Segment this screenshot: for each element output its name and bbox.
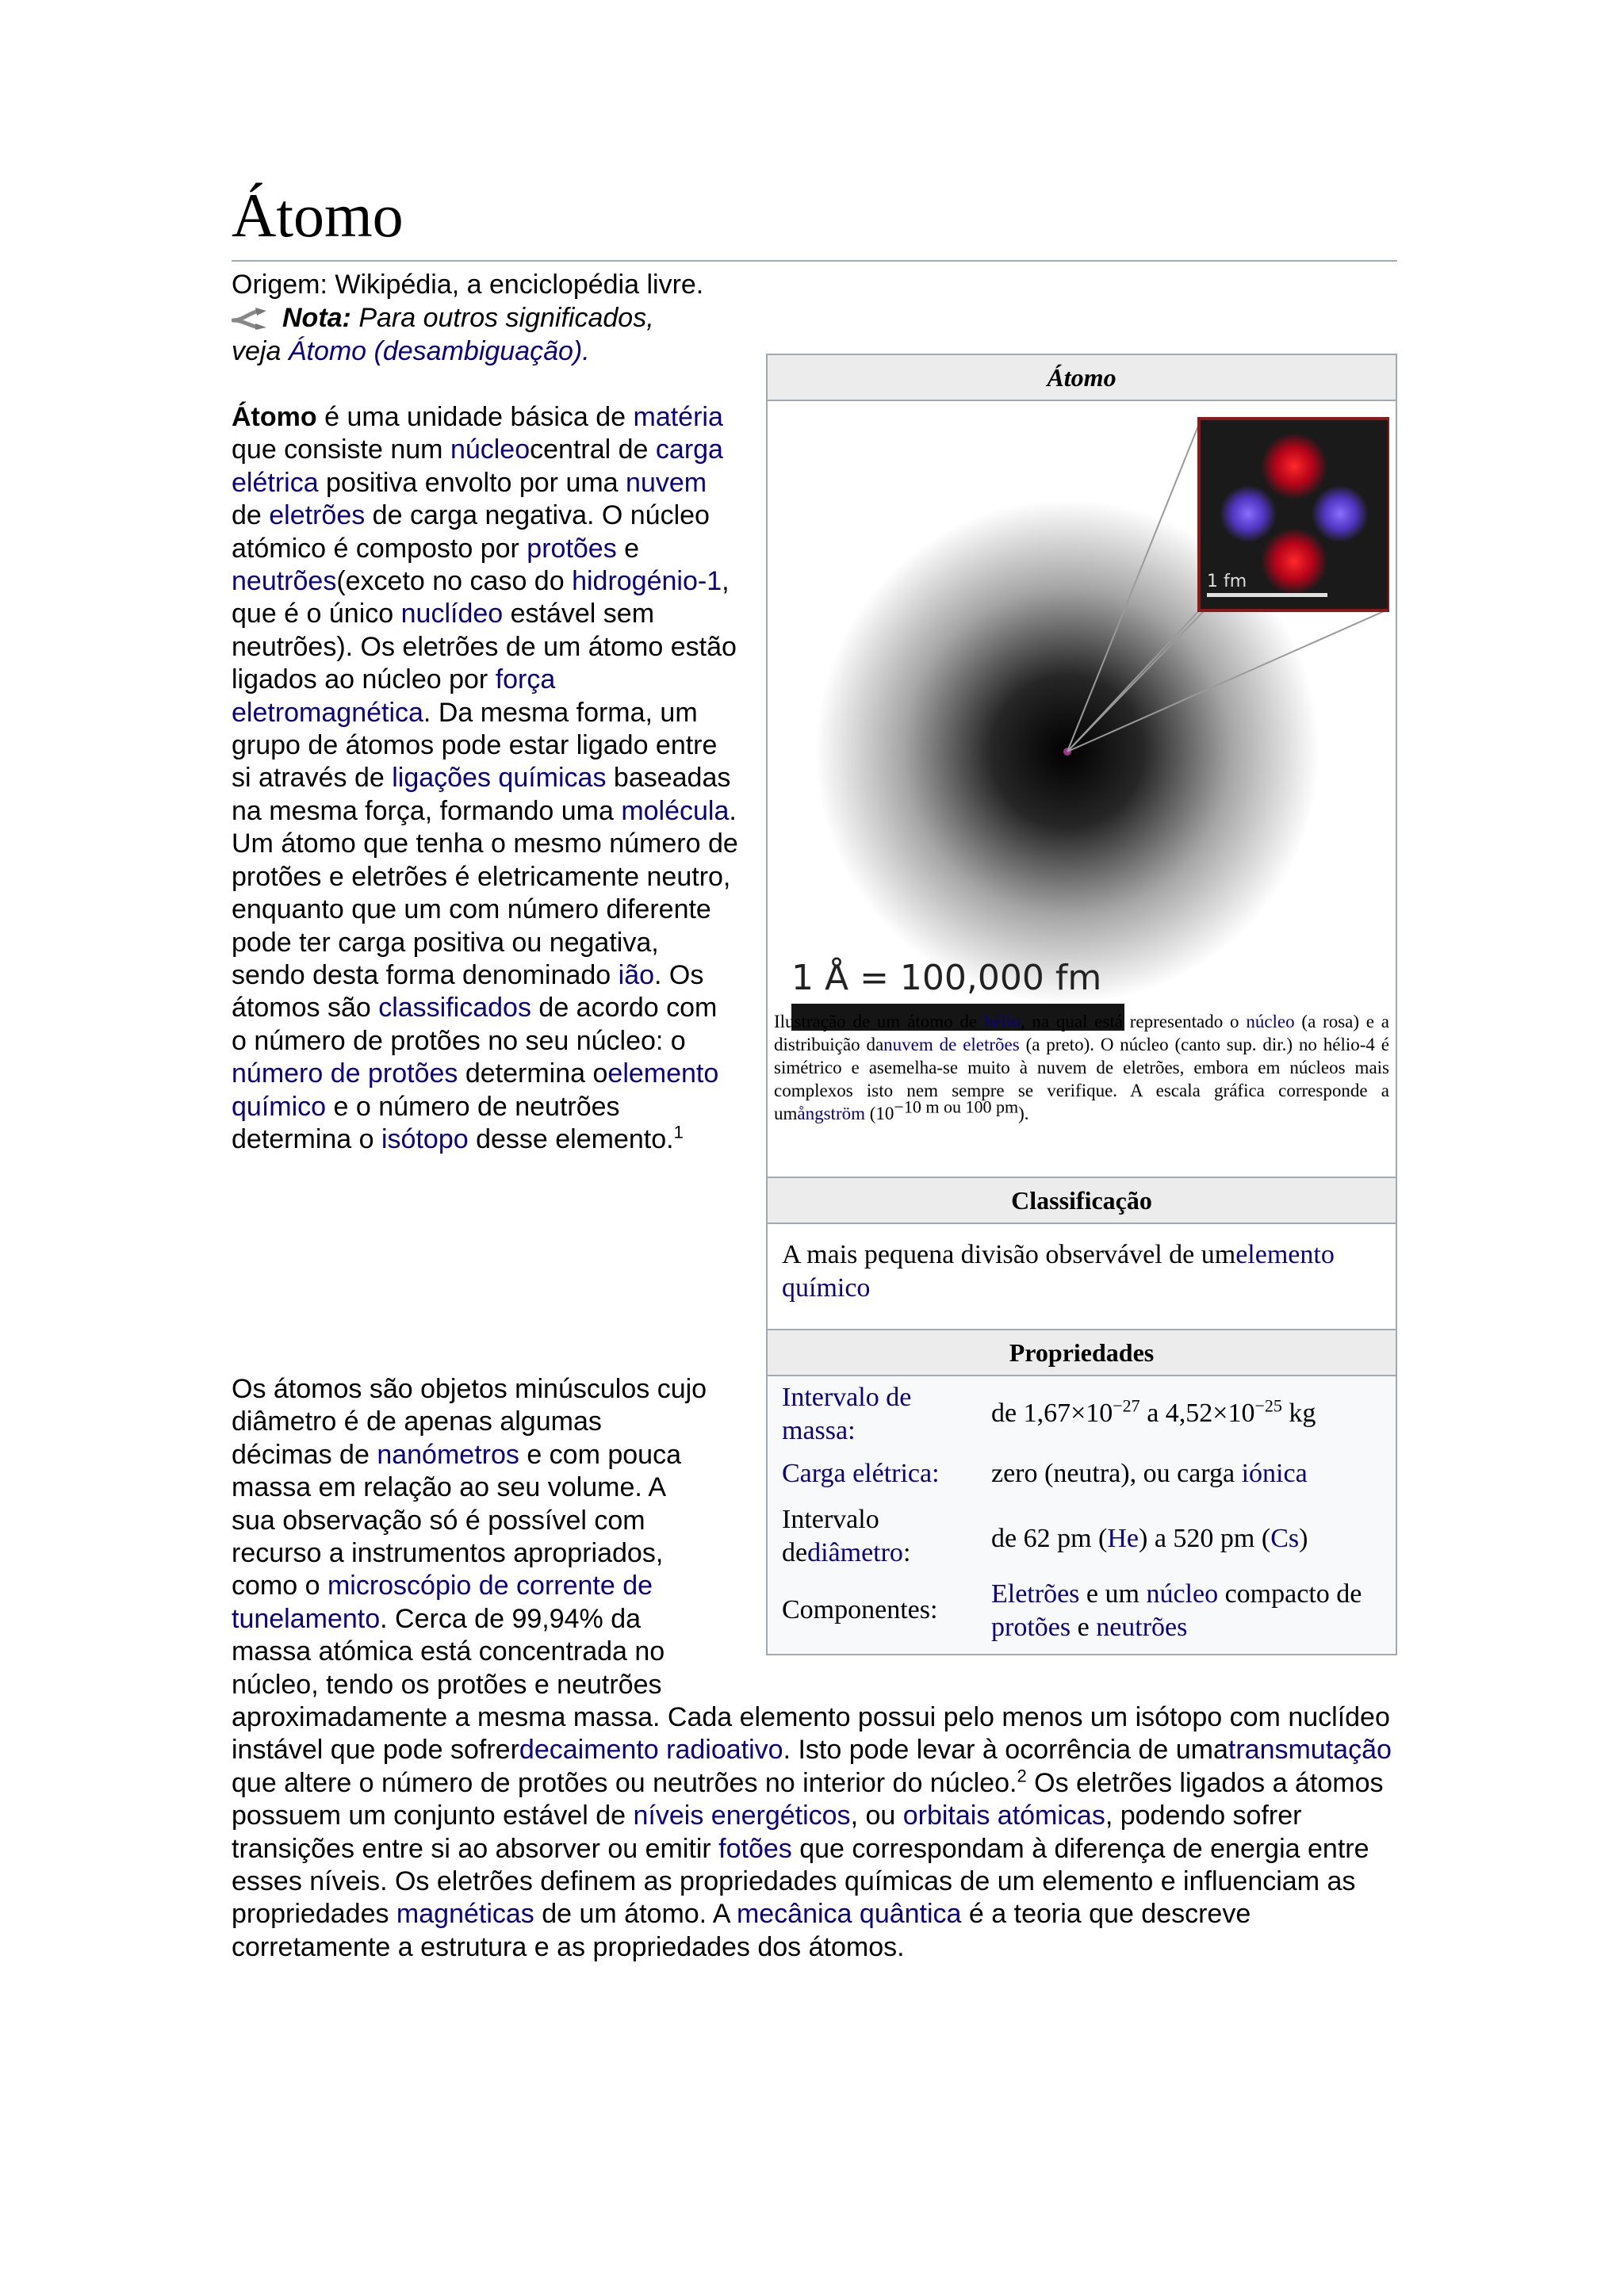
text-run: é a teoria que descreve corretamente a estrutura e as propriedades dos átomos.	[232, 1899, 1251, 1962]
wiki-link[interactable]: orbitais atómicas	[902, 1800, 1105, 1831]
wiki-link[interactable]: nanómetros	[377, 1439, 519, 1470]
wiki-link[interactable]: neutrões	[1096, 1613, 1188, 1642]
wiki-link[interactable]: núcleo	[450, 434, 530, 465]
text-run: (a preto). O núcleo (canto sup. dir.) no hélio-4 é simétrico e asemelha-se muito à nuvem de eletrões, embora em núcleos mais complexos isto nem sempre se verifique. A escala gráfica corresponde a um	[774, 1035, 1390, 1123]
text-run: de	[232, 500, 270, 531]
superscript: −27	[1113, 1395, 1140, 1416]
lead-paragraph	[232, 401, 739, 1156]
wiki-link[interactable]: magnéticas	[396, 1899, 534, 1930]
text-run: de acordo com o número de protões no seu núcleo: o	[232, 993, 718, 1056]
text-run: que consiste num	[232, 434, 450, 465]
text-run: , na qual está representado o	[1020, 1012, 1247, 1031]
infobox-title: Átomo	[768, 355, 1396, 401]
superscript: −10 m ou 100 pm	[894, 1096, 1019, 1117]
properties-header: Propriedades	[768, 1329, 1396, 1376]
text-run: (a rosa) e a distribuição da	[774, 1012, 1390, 1054]
text-run: central de	[530, 434, 656, 465]
text-run: (exceto no caso do	[336, 566, 573, 597]
property-label	[782, 1594, 980, 1627]
text-run: ).	[1018, 1104, 1029, 1123]
wiki-link[interactable]: Intervalo de massa:	[782, 1383, 912, 1445]
wiki-link[interactable]: níveis energéticos	[633, 1800, 851, 1831]
wiki-link[interactable]: iónica	[1241, 1459, 1308, 1488]
superscript: 2	[1017, 1766, 1027, 1786]
bold-term: Átomo	[232, 402, 317, 432]
text-run: de 62 pm (	[991, 1524, 1108, 1553]
text-run: e um	[1079, 1579, 1147, 1609]
property-label	[782, 1457, 980, 1490]
text-run: , podendo sofrer transições entre si ao absorver ou emitir	[232, 1800, 1302, 1864]
scale-label: 1 Å = 100,000 fm	[791, 958, 1102, 998]
wiki-link[interactable]: isótopo	[381, 1123, 469, 1154]
wiki-link[interactable]: hélio	[983, 1012, 1021, 1031]
infobox	[766, 354, 1397, 1655]
disambiguation-icon	[232, 304, 274, 328]
wiki-link[interactable]: nuvem	[626, 467, 707, 498]
text-run: Ilustração de um átomo de	[774, 1012, 984, 1031]
text-run: Componentes:	[782, 1595, 938, 1624]
text-run: Os eletrões ligados a átomos possuem um conjunto estável de	[232, 1767, 1384, 1831]
wiki-link[interactable]: ligações químicas	[392, 763, 607, 794]
text-run: , que é o único	[232, 566, 730, 629]
text-run: . Isto pode levar à ocorrência de uma	[783, 1735, 1228, 1766]
wiki-link[interactable]: nuvem de eletrões	[883, 1035, 1020, 1054]
text-run: ) a 520 pm (	[1139, 1524, 1271, 1553]
wiki-link[interactable]: protões	[527, 533, 617, 564]
wiki-link[interactable]: número de protões	[232, 1058, 458, 1089]
title-divider	[232, 260, 1397, 262]
wiki-link[interactable]: classificados	[378, 993, 531, 1024]
text-run: . Da mesma forma, um grupo de átomos pode estar ligado entre si através de	[232, 697, 718, 794]
wiki-link[interactable]: carga elétrica	[232, 434, 723, 498]
nucleus-inset	[1199, 419, 1389, 610]
wiki-link[interactable]: Eletrões	[991, 1579, 1080, 1609]
wiki-link[interactable]: fotões	[718, 1833, 792, 1864]
wiki-link[interactable]: neutrões	[232, 566, 337, 597]
wiki-link[interactable]: ião	[618, 959, 655, 990]
classification-header: Classificação	[768, 1177, 1396, 1224]
wiki-link[interactable]: molécula	[621, 795, 730, 826]
hatnote-veja: veja	[232, 336, 282, 366]
superscript: 1	[673, 1122, 684, 1142]
property-value	[991, 1578, 1388, 1644]
text-run: de 1,67×10	[991, 1399, 1113, 1428]
text-run: Os átomos são objetos minúsculos cujo diâmetro é de apenas algumas décimas de	[232, 1374, 707, 1470]
wiki-link[interactable]: decaimento radioativo	[519, 1735, 783, 1766]
wiki-link[interactable]: força eletromagnética	[232, 664, 556, 728]
wiki-link[interactable]: diâmetro	[807, 1538, 903, 1567]
wiki-link[interactable]: matéria	[633, 402, 723, 432]
origin-line: Origem: Wikipédia, a enciclopédia livre.	[232, 270, 704, 300]
property-value	[991, 1397, 1388, 1430]
text-run: determina o	[458, 1058, 608, 1089]
text-run: positiva envolto por uma	[318, 467, 626, 498]
wiki-link[interactable]: He	[1107, 1524, 1139, 1553]
wiki-link[interactable]: elemento químico	[782, 1240, 1335, 1303]
text-run: e com pouca massa em relação ao seu volume. A sua observação só é possível com recurso a instrumentos apropriados, como o	[232, 1439, 681, 1601]
text-run: a 4,52×10	[1139, 1399, 1255, 1428]
wiki-link[interactable]: elemento químico	[232, 1058, 719, 1122]
superscript: −25	[1254, 1395, 1282, 1416]
hatnote-label: Nota:	[282, 303, 351, 333]
text-run: zero (neutra), ou carga	[991, 1459, 1242, 1488]
page-title: Átomo	[232, 181, 404, 250]
property-value	[991, 1522, 1388, 1556]
text-run: é uma unidade básica de	[316, 402, 634, 432]
wiki-link[interactable]: núcleo	[1146, 1579, 1219, 1609]
text-run: estável sem neutrões). Os eletrões de um átomo estão ligados ao núcleo por	[232, 599, 737, 695]
property-label	[782, 1381, 980, 1448]
text-run: . Cerca de 99,94% da massa atómica está concentrada no núcleo, tendo os protões e neutrões	[232, 1603, 665, 1700]
wiki-link[interactable]: eletrões	[269, 500, 366, 531]
text-run: :	[902, 1538, 911, 1567]
text-run: . Um átomo que tenha o mesmo número de protões e eletrões é eletricamente neutro, enquanto que um com número diferente pode ter carga positiva ou negativa, sendo desta forma denominado	[232, 795, 738, 990]
second-paragraph-wide	[232, 1701, 1405, 1964]
text-run: kg	[1281, 1399, 1316, 1428]
text-run: de um átomo. A	[534, 1899, 737, 1930]
image-caption	[774, 1010, 1389, 1125]
hatnote-text: Para outros significados,	[358, 303, 654, 333]
hatnote	[232, 301, 739, 368]
wiki-link[interactable]: Carga elétrica:	[782, 1459, 940, 1488]
text-run: baseadas na mesma força, formando uma	[232, 763, 731, 826]
text-run: de carga negativa. O núcleo atómico é composto por	[232, 500, 710, 564]
wiki-link[interactable]: hidrogénio-1	[572, 566, 722, 597]
text-run: aproximadamente a mesma massa. Cada elemento possui pelo menos um isótopo com nuclídeo instável que pode sofrer	[232, 1702, 1390, 1766]
atom-illustration[interactable]	[768, 401, 1396, 1370]
inset-scale-label: 1 fm	[1207, 572, 1247, 591]
classification-body	[782, 1238, 1385, 1305]
wiki-link[interactable]: ångström	[797, 1104, 865, 1123]
wiki-link[interactable]: protões	[991, 1613, 1071, 1642]
text-run: que correspondam à diferença de energia entre esses níveis. Os eletrões definem as propriedades químicas de um elemento e influenciam as propriedades	[232, 1833, 1369, 1930]
wiki-link[interactable]: transmutação	[1228, 1735, 1392, 1766]
text-run: e	[1071, 1613, 1097, 1642]
wiki-link[interactable]: Cs	[1270, 1524, 1300, 1553]
text-run: que altere o número de protões ou neutrões no interior do núcleo.	[232, 1767, 1017, 1798]
wiki-link[interactable]: microscópio de corrente de tunelamento	[232, 1571, 653, 1634]
text-run: , ou	[850, 1800, 903, 1831]
disambiguation-link[interactable]: Átomo (desambiguação).	[288, 336, 590, 366]
wiki-link[interactable]: nuclídeo	[400, 599, 504, 629]
wiki-link[interactable]: núcleo	[1246, 1012, 1295, 1031]
text-run: compacto de	[1218, 1579, 1362, 1609]
text-run: (10	[865, 1104, 894, 1123]
property-label	[782, 1503, 980, 1570]
text-run: . Os átomos são	[232, 959, 704, 1024]
property-value	[991, 1457, 1388, 1490]
text-run: desse elemento.	[468, 1123, 674, 1154]
wiki-link[interactable]: mecânica quântica	[736, 1899, 962, 1930]
second-paragraph-narrow	[232, 1373, 707, 1701]
text-run: e	[616, 533, 640, 564]
text-run: A mais pequena divisão observável de um	[782, 1240, 1236, 1269]
text-run: )	[1299, 1524, 1308, 1553]
text-run: Intervalo de	[782, 1505, 879, 1567]
text-run: e o número de neutrões determina o	[232, 1091, 620, 1154]
